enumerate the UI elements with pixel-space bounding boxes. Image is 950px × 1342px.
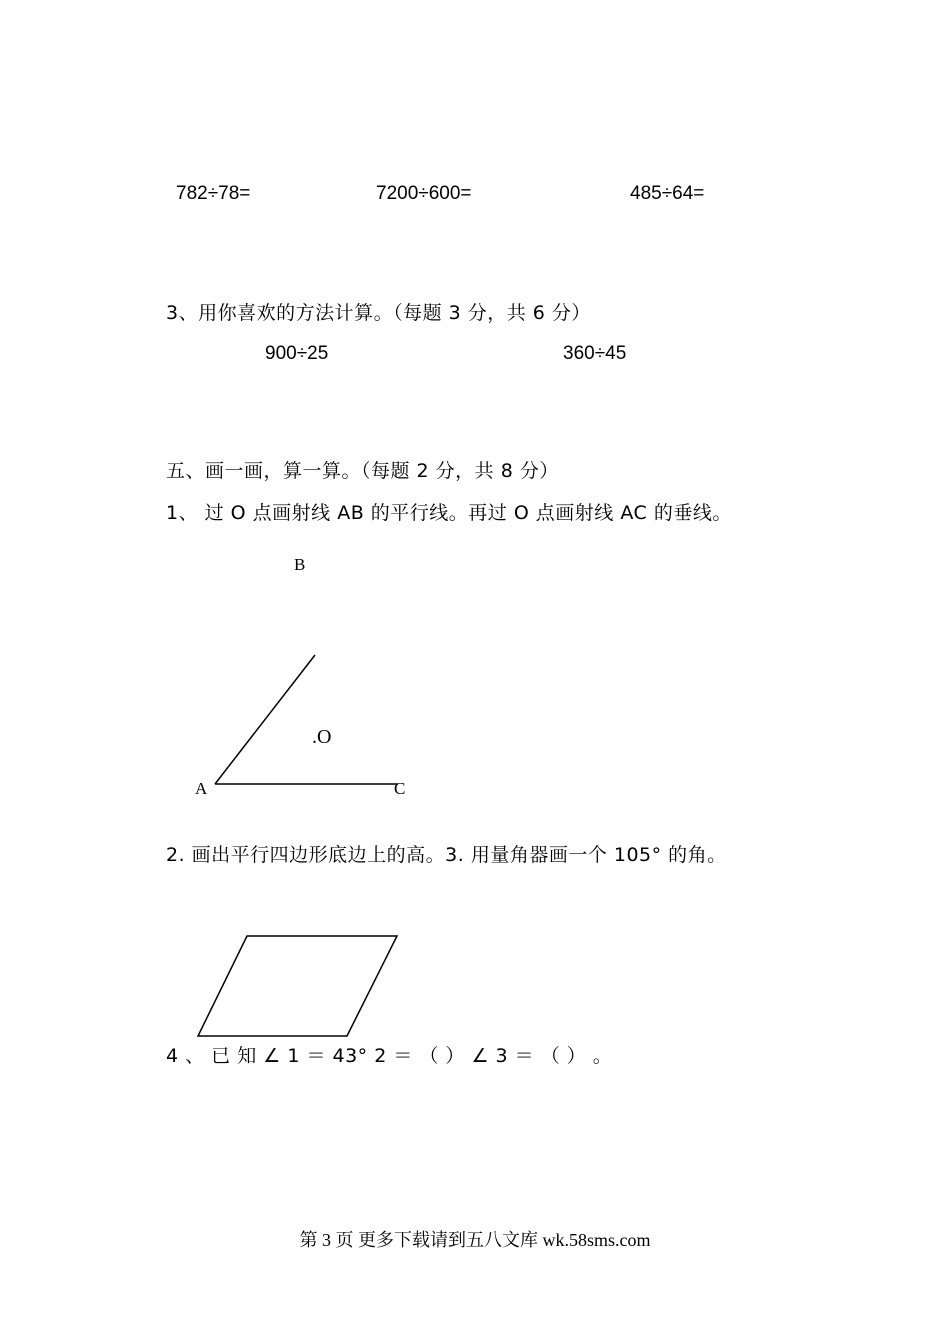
point-a-label: A <box>195 779 208 798</box>
parallelogram <box>198 936 397 1036</box>
question-1: 1、 过 O 点画射线 AB 的平行线。再过 O 点画射线 AC 的垂线。 <box>166 502 732 524</box>
calc-item-1: 782÷78= <box>176 183 251 204</box>
ray-ab <box>215 655 315 784</box>
calc-item-3: 485÷64= <box>630 183 705 204</box>
section3-title: 3、用你喜欢的方法计算。（每题 3 分，共 6 分） <box>166 302 591 324</box>
calc-item-2: 7200÷600= <box>376 183 472 204</box>
question-4: 4 、 已 知 ∠ 1 ＝ 43° 2 ＝ （ ） ∠ 3 ＝ （ ） 。 <box>166 1045 613 1067</box>
point-o-label: .O <box>312 726 332 748</box>
point-c-label: C <box>394 779 406 798</box>
question-2-3: 2. 画出平行四边形底边上的高。3. 用量角器画一个 105° 的角。 <box>166 844 727 866</box>
page-footer: 第 3 页 更多下载请到五八文库 wk.58sms.com <box>299 1230 651 1250</box>
point-b-label: B <box>294 555 306 574</box>
section3-item-1: 900÷25 <box>265 343 329 364</box>
section3-item-2: 360÷45 <box>563 343 627 364</box>
section5-title: 五、画一画，算一算。（每题 2 分，共 8 分） <box>166 460 559 482</box>
